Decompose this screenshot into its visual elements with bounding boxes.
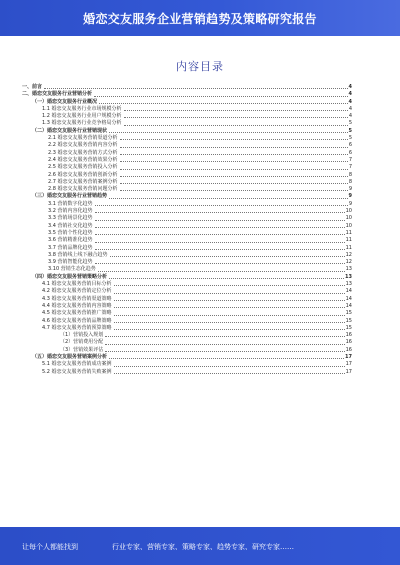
toc-leader-dots bbox=[99, 103, 348, 104]
toc-entry-text: 一、前言 bbox=[22, 84, 43, 90]
toc-entry[interactable] bbox=[22, 150, 352, 157]
toc-entry[interactable] bbox=[22, 128, 352, 135]
toc-entry-page: 13 bbox=[345, 281, 352, 288]
toc-entry-page: 5 bbox=[348, 127, 352, 134]
toc-entry-page: 16 bbox=[345, 346, 352, 353]
toc-leader-dots bbox=[120, 169, 348, 170]
toc-leader-dots bbox=[120, 190, 348, 191]
toc-entry-text: 4.7 婚恋交友服务营销预算策略 bbox=[42, 324, 112, 331]
toc-leader-dots bbox=[110, 256, 345, 257]
toc-entry[interactable] bbox=[22, 296, 352, 303]
toc-leader-dots bbox=[95, 249, 345, 250]
toc-entry-text: 2.5 婚恋交友服务营销投入分析 bbox=[48, 164, 118, 171]
toc-entry-text: 1.2 婚恋交友服务行业用户规模分析 bbox=[42, 113, 122, 120]
toc-entry-page: 17 bbox=[345, 361, 352, 368]
toc-entry-page: 11 bbox=[345, 244, 352, 251]
toc-leader-dots bbox=[95, 234, 345, 235]
toc-leader-dots bbox=[114, 307, 345, 308]
toc-entry-text: （二）婚恋交友服务行业营销现状 bbox=[32, 127, 108, 134]
toc-leader-dots bbox=[120, 183, 348, 184]
toc-entry-page: 13 bbox=[345, 273, 352, 280]
toc-entry-text: 4.1 婚恋交友服务营销目标分析 bbox=[42, 281, 112, 288]
toc-entry-text: 2.4 婚恋交友服务营销效果分析 bbox=[48, 156, 118, 163]
toc-entry-text: 3.6 营销精准化趋势 bbox=[48, 237, 93, 244]
toc-leader-dots bbox=[109, 132, 348, 133]
toc-leader-dots bbox=[44, 88, 348, 89]
toc-entry-text: 3.3 营销场景化趋势 bbox=[48, 215, 93, 222]
toc-entry-page: 16 bbox=[345, 332, 352, 339]
toc-leader-dots bbox=[120, 147, 348, 148]
toc-entry-page: 16 bbox=[345, 339, 352, 346]
toc-entry-page: 4 bbox=[348, 91, 352, 98]
toc-entry-page: 6 bbox=[348, 149, 352, 156]
toc-entry-text: 3.2 营销内容化趋势 bbox=[48, 208, 93, 215]
toc-entry-text: （3）营销效果评估 bbox=[60, 346, 104, 353]
toc-entry[interactable] bbox=[22, 361, 352, 368]
toc-entry[interactable] bbox=[22, 274, 352, 281]
toc-entry-text: 3.1 营销数字化趋势 bbox=[48, 200, 93, 207]
toc-entry-page: 14 bbox=[345, 295, 352, 302]
report-footer bbox=[0, 527, 400, 565]
toc-entry[interactable] bbox=[22, 201, 352, 208]
footer-tagline: 行业专家、营销专家、策略专家、趋势专家、研究专家…… bbox=[112, 543, 294, 551]
toc-leader-dots bbox=[95, 263, 345, 264]
toc-entry-text: 1.3 婚恋交友服务行业竞争格局分析 bbox=[42, 120, 122, 127]
toc-entry-page: 14 bbox=[345, 302, 352, 309]
toc-leader-dots bbox=[120, 176, 348, 177]
toc-entry-page: 11 bbox=[345, 237, 352, 244]
toc-entry[interactable] bbox=[22, 120, 352, 127]
toc-entry-page: 13 bbox=[345, 266, 352, 273]
toc-leader-dots bbox=[114, 300, 345, 301]
toc-entry[interactable] bbox=[22, 266, 352, 273]
toc-leader-dots bbox=[120, 161, 348, 162]
toc-leader-dots bbox=[95, 227, 345, 228]
toc-entry[interactable] bbox=[22, 99, 352, 106]
toc-entry-page: 17 bbox=[345, 368, 352, 375]
toc-leader-dots bbox=[98, 271, 345, 272]
toc-entry-text: 5.1 婚恋交友服务营销成功案例 bbox=[42, 361, 112, 368]
toc-entry-page: 11 bbox=[345, 229, 352, 236]
toc-entry[interactable] bbox=[22, 164, 352, 171]
toc-entry-text: （一）婚恋交友服务行业概况 bbox=[32, 98, 98, 105]
toc-leader-dots bbox=[114, 366, 345, 367]
toc-entry-page: 9 bbox=[348, 200, 352, 207]
toc-entry-text: 2.2 婚恋交友服务营销内容分析 bbox=[48, 142, 118, 149]
toc-leader-dots bbox=[114, 285, 345, 286]
toc-heading: 内容目录 bbox=[176, 60, 224, 73]
toc-entry-text: （四）婚恋交友服务营销策略分析 bbox=[32, 273, 108, 280]
toc-leader-dots bbox=[114, 329, 345, 330]
toc-entry-text: 2.8 婚恋交友服务营销问题分析 bbox=[48, 186, 118, 193]
toc-entry[interactable] bbox=[22, 142, 352, 149]
toc-entry-text: 3.7 营销品牌化趋势 bbox=[48, 244, 93, 251]
toc-entry[interactable] bbox=[22, 347, 352, 354]
toc-leader-dots bbox=[114, 293, 345, 294]
toc-entry[interactable] bbox=[22, 310, 352, 317]
toc-leader-dots bbox=[94, 96, 348, 97]
toc-entry-page: 7 bbox=[348, 156, 352, 163]
toc-entry-page: 12 bbox=[345, 259, 352, 266]
toc-leader-dots bbox=[95, 205, 348, 206]
toc-entry-page: 4 bbox=[348, 84, 352, 90]
toc-leader-dots bbox=[109, 278, 344, 279]
toc-entry-page: 10 bbox=[345, 222, 352, 229]
toc-leader-dots bbox=[105, 336, 344, 337]
toc-entry-page: 10 bbox=[345, 208, 352, 215]
toc-entry-page: 10 bbox=[345, 215, 352, 222]
toc-entry-text: （1）营销投入规划 bbox=[60, 332, 104, 339]
toc-leader-dots bbox=[124, 117, 348, 118]
toc-entry-text: 4.3 婚恋交友服务营销渠道策略 bbox=[42, 295, 112, 302]
toc-leader-dots bbox=[120, 139, 348, 140]
toc-entry[interactable] bbox=[22, 369, 352, 376]
toc-entry[interactable] bbox=[22, 215, 352, 222]
table-of-contents bbox=[22, 84, 352, 376]
toc-entry-page: 4 bbox=[348, 105, 352, 112]
toc-entry-text: 二、婚恋交友服务行业营销分析 bbox=[22, 91, 93, 98]
toc-leader-dots bbox=[114, 322, 345, 323]
toc-entry-text: 3.8 营销线上线下融合趋势 bbox=[48, 251, 108, 258]
toc-entry-page: 12 bbox=[345, 251, 352, 258]
toc-entry[interactable] bbox=[22, 325, 352, 332]
toc-entry-page: 8 bbox=[348, 178, 352, 185]
toc-entry-text: 5.2 婚恋交友服务营销失败案例 bbox=[42, 368, 112, 375]
toc-entry-text: 2.3 婚恋交友服务营销方式分析 bbox=[48, 149, 118, 156]
toc-leader-dots bbox=[124, 125, 348, 126]
toc-entry-page: 17 bbox=[345, 353, 352, 360]
toc-entry[interactable] bbox=[22, 172, 352, 179]
toc-entry-text: 3.9 营销智能化趋势 bbox=[48, 259, 93, 266]
toc-entry-text: 2.6 婚恋交友服务营销创新分析 bbox=[48, 171, 118, 178]
toc-entry-text: （五）婚恋交友服务营销案例分析 bbox=[32, 353, 108, 360]
toc-leader-dots bbox=[95, 220, 345, 221]
toc-leader-dots bbox=[95, 212, 345, 213]
toc-entry-page: 6 bbox=[348, 142, 352, 149]
toc-entry-page: 15 bbox=[345, 310, 352, 317]
toc-entry-text: （2）营销费用分配 bbox=[60, 339, 104, 346]
toc-entry-text: 2.7 婚恋交友服务营销案例分析 bbox=[48, 178, 118, 185]
toc-entry-page: 14 bbox=[345, 288, 352, 295]
toc-entry[interactable] bbox=[22, 288, 352, 295]
toc-entry[interactable] bbox=[22, 223, 352, 230]
report-header bbox=[0, 0, 400, 36]
toc-leader-dots bbox=[114, 315, 345, 316]
report-title: 婚恋交友服务企业营销趋势及策略研究报告 bbox=[83, 12, 317, 26]
toc-entry[interactable] bbox=[22, 318, 352, 325]
toc-leader-dots bbox=[109, 358, 344, 359]
toc-leader-dots bbox=[109, 198, 348, 199]
toc-entry[interactable] bbox=[22, 339, 352, 346]
footer-slogan: 让每个人都能找到 bbox=[22, 543, 78, 551]
toc-entry-page: 7 bbox=[348, 164, 352, 171]
toc-entry-text: 1.1 婚恋交友服务行业市场规模分析 bbox=[42, 105, 122, 112]
toc-entry-text: 3.10 营销生态化趋势 bbox=[48, 266, 96, 273]
toc-leader-dots bbox=[114, 373, 345, 374]
toc-entry-page: 5 bbox=[348, 120, 352, 127]
toc-entry-text: 4.5 婚恋交友服务营销推广策略 bbox=[42, 310, 112, 317]
toc-entry[interactable] bbox=[22, 245, 352, 252]
toc-entry-page: 4 bbox=[348, 113, 352, 120]
toc-entry[interactable] bbox=[22, 193, 352, 200]
toc-leader-dots bbox=[105, 344, 344, 345]
toc-leader-dots bbox=[95, 242, 345, 243]
toc-entry-page: 8 bbox=[348, 171, 352, 178]
toc-entry-page: 5 bbox=[348, 135, 352, 142]
toc-entry-page: 9 bbox=[348, 186, 352, 193]
toc-entry-text: 4.2 婚恋交友服务营销定位分析 bbox=[42, 288, 112, 295]
toc-entry-text: （三）婚恋交友服务行业营销趋势 bbox=[32, 193, 108, 200]
toc-entry-text: 4.6 婚恋交友服务营销品牌策略 bbox=[42, 317, 112, 324]
toc-entry-text: 2.1 婚恋交友服务营销渠道分析 bbox=[48, 135, 118, 142]
toc-leader-dots bbox=[105, 351, 344, 352]
toc-entry[interactable] bbox=[22, 237, 352, 244]
toc-entry-page: 9 bbox=[348, 193, 352, 200]
toc-entry[interactable] bbox=[22, 91, 352, 98]
toc-entry-text: 3.4 营销社交化趋势 bbox=[48, 222, 93, 229]
toc-leader-dots bbox=[120, 154, 348, 155]
toc-leader-dots bbox=[124, 110, 348, 111]
toc-entry-text: 3.5 营销个性化趋势 bbox=[48, 229, 93, 236]
toc-entry-page: 15 bbox=[345, 324, 352, 331]
toc-entry-text: 4.4 婚恋交友服务营销内容策略 bbox=[42, 302, 112, 309]
toc-entry-page: 4 bbox=[348, 98, 352, 105]
toc-entry-page: 15 bbox=[345, 317, 352, 324]
